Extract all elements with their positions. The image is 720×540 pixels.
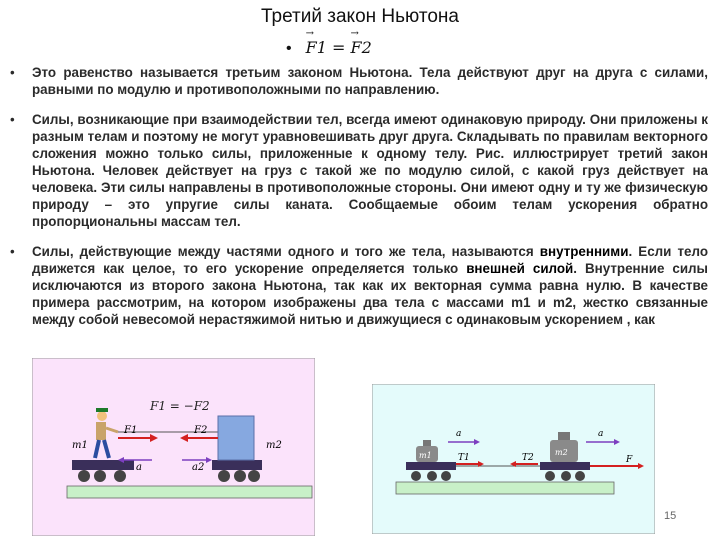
figure-background [372, 384, 655, 534]
label-t1: T1 [458, 453, 470, 463]
ground-surface [396, 482, 614, 494]
label-m1: m1 [419, 451, 432, 460]
right-cart-wheel [218, 470, 230, 482]
paragraph-text [32, 243, 708, 328]
right-cart-platform [212, 460, 262, 470]
ground-surface [67, 486, 312, 498]
formula-lhs: → F1 [306, 38, 327, 57]
bullet-item [10, 64, 708, 98]
bold-term-external-force: внешней силой [466, 261, 574, 276]
label-t2: T2 [522, 453, 534, 463]
label-f: F [626, 455, 633, 465]
formula-bullet: • [286, 40, 292, 57]
label-a-left: a [456, 429, 462, 439]
bullet-dot: • [10, 112, 15, 127]
formula-rhs: → F2 [350, 38, 371, 57]
load-block [218, 416, 254, 460]
left-cart-wheel [94, 470, 106, 482]
paragraph-text: Силы, возникающие при взаимодействии тел, всегда имеют одинаковую природу. Они приложены к разным телам и поэтому не могут уравновешивать друг друга. Складывать по правилам векторного сложения можно только силы, приложенные к одному телу. Рис. иллюстрирует третий закон Ньютона. Человек действует на груз с такой же по модулю силой, с какой груз действует на человека. Эти силы направлены в противоположные стороны. Они имеют одну и ту же физическую природу – это упругие силы каната. Сообщаемые обоим телам ускорения обратно пропорциональны массам тел. [32, 112, 708, 229]
label-f2: F2 [194, 425, 208, 436]
right-cart-wheel [248, 470, 260, 482]
slide-title: Третий закон Ньютона [261, 6, 459, 27]
label-a2: a2 [192, 462, 205, 473]
formula-equals: = [326, 38, 351, 57]
newton-third-law-formula [286, 38, 372, 58]
right-cart-wheel [234, 470, 246, 482]
bullet-item [10, 243, 708, 328]
bullet-list [10, 64, 708, 332]
figure-two-bodies [372, 384, 655, 534]
paragraph-text-part: . Внутренние силы исключаются из второго закона Ньютона, так как их векторная сумма равна нулю. В качестве примера рассмотрим, на котором изображены два тела с массами m1 и m2, жестко связанные между собой невесомой нерастяжимой нитью и движущиеся с одинаковым ускорением , как [32, 261, 708, 327]
left-cart-wheel [114, 470, 126, 482]
right-cart-platform [540, 462, 590, 470]
label-a1: a [136, 462, 142, 473]
bold-term-internal: внутренними [539, 244, 629, 259]
label-m2: m2 [266, 440, 282, 451]
label-m2: m2 [555, 448, 568, 457]
bullet-dot: • [10, 244, 15, 259]
bullet-dot: • [10, 65, 15, 80]
left-cart-wheel [78, 470, 90, 482]
figure-equation: F1 = −F2 [150, 399, 210, 413]
paragraph-text: Это равенство называется третьим законом Ньютона. Тела действуют друг на друга с силами, равными по модулю и противоположными по направлению. [32, 65, 708, 97]
paragraph-text-part: . Если тело движется как целое, то его ускорение определяется только [32, 244, 708, 276]
left-cart-platform [72, 460, 134, 470]
label-f1: F1 [124, 425, 138, 436]
left-cart-platform [406, 462, 456, 470]
paragraph-text-part: Силы, действующие между частями одного и того же тела, называются [32, 244, 540, 259]
figure-man-and-load [32, 358, 315, 536]
label-m1: m1 [72, 440, 88, 451]
label-a-right: a [598, 429, 604, 439]
bullet-item [10, 111, 708, 230]
page-number: 15 [664, 510, 677, 522]
